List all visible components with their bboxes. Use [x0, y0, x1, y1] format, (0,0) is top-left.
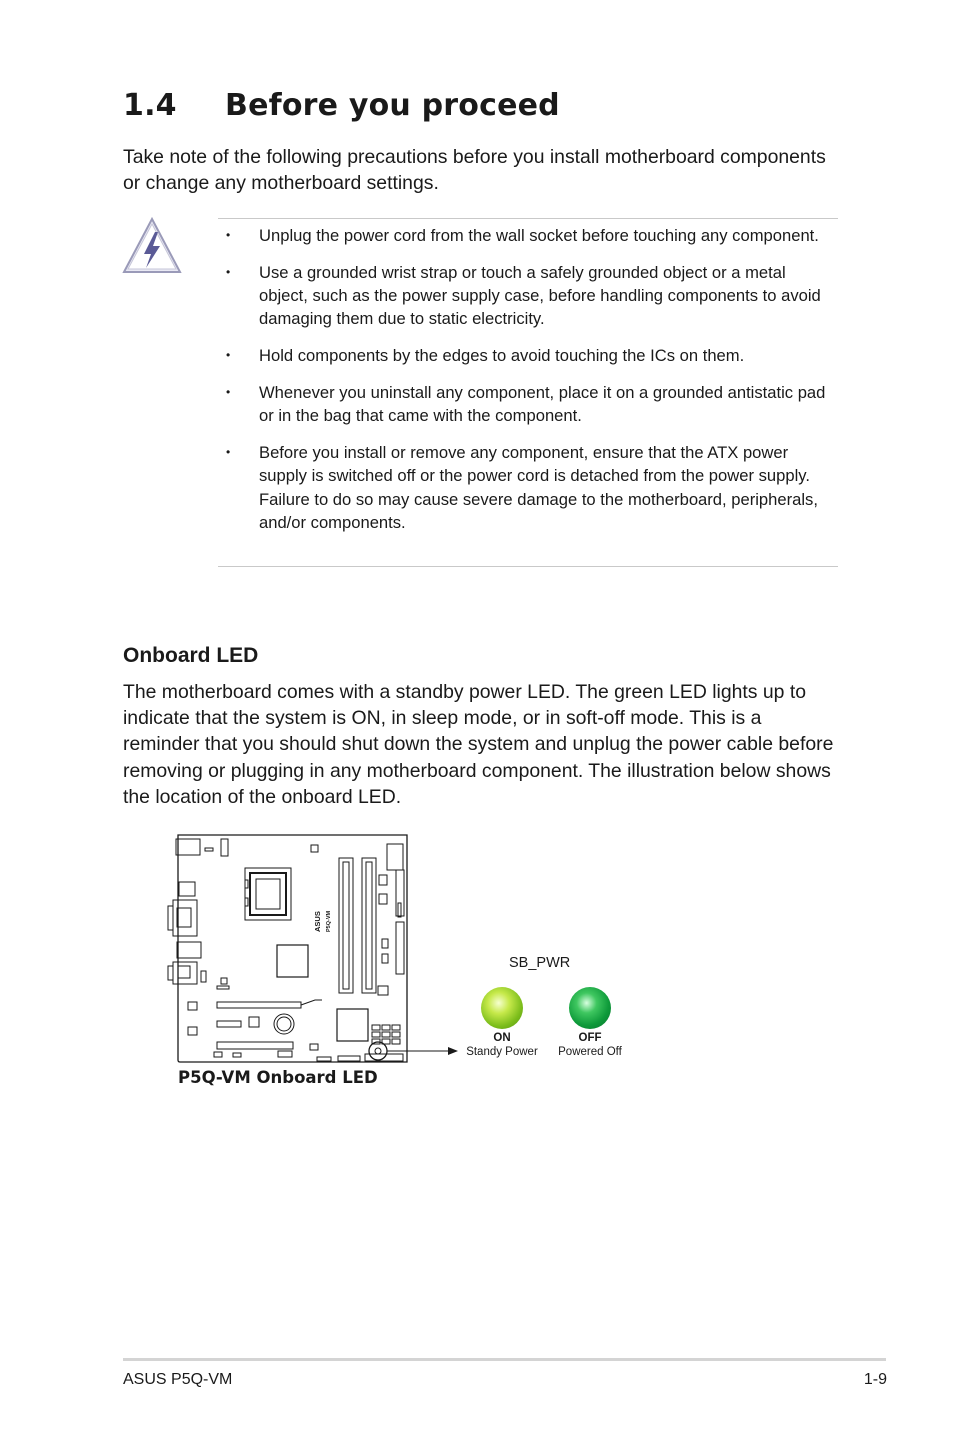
section-heading	[123, 88, 560, 123]
led-on-state: ON	[493, 1032, 511, 1044]
onboard-led-heading: Onboard LED	[123, 644, 259, 667]
page-number: 1-9	[863, 1371, 887, 1388]
board-brand: ASUS	[313, 911, 322, 932]
list-item	[226, 381, 826, 428]
list-item	[226, 261, 826, 331]
notes-top-rule	[218, 218, 838, 219]
precautions-list	[226, 224, 826, 548]
figure-caption: P5Q-VM Onboard LED	[178, 1068, 378, 1087]
led-label: SB_PWR	[509, 955, 571, 971]
list-item	[226, 344, 826, 367]
list-item-text: Before you install or remove any component, ensure that the ATX power supply is switched off or the power cord is detached from the power supply. Failure to do so may cause severe damage to the motherboard, peripherals, and/or components.	[259, 443, 818, 532]
footer-rule	[123, 1358, 886, 1361]
section-title: Before you proceed	[225, 88, 560, 123]
section-number: 1.4	[123, 88, 177, 123]
led-off-indicator	[569, 987, 611, 1029]
list-item	[226, 441, 826, 534]
board-model: P5Q-VM	[326, 910, 332, 932]
footer-product: ASUS P5Q-VM	[123, 1371, 233, 1388]
bullet: •	[226, 384, 231, 399]
list-item-text: Hold components by the edges to avoid touching the ICs on them.	[259, 346, 745, 366]
led-on-description: Standy Power	[466, 1046, 538, 1058]
list-item-text: Unplug the power cord from the wall socket before touching any component.	[259, 226, 819, 245]
bullet: •	[226, 445, 231, 460]
onboard-led-paragraph: The motherboard comes with a standby power LED. The green LED lights up to indicate that the system is ON, in sleep mode, or in soft-off mode. This is a reminder that you should shut down the system and unplug the power cable before removing or plugging in any motherboard component. The illustration below shows the location of the onboard LED.	[123, 681, 834, 808]
intro-paragraph: Take note of the following precautions before you install motherboard components or change any motherboard settings.	[123, 146, 826, 194]
led-off-state: OFF	[578, 1032, 602, 1044]
list-item-text: Whenever you uninstall any component, place it on a grounded antistatic pad or in the bag that came with the component.	[259, 382, 826, 426]
bullet: •	[226, 264, 231, 279]
bullet: •	[226, 348, 231, 363]
notes-bottom-rule	[218, 566, 838, 567]
led-off-description: Powered Off	[558, 1046, 622, 1058]
bullet: •	[226, 228, 231, 242]
warning-lightning-icon	[122, 216, 184, 276]
list-item	[226, 224, 826, 247]
list-item-text: Use a grounded wrist strap or touch a safely grounded object or a metal object, such as the power supply case, before handling components to avoid damaging them due to static electricity.	[259, 262, 821, 329]
motherboard-diagram	[160, 828, 460, 1073]
led-on-indicator	[481, 987, 523, 1029]
